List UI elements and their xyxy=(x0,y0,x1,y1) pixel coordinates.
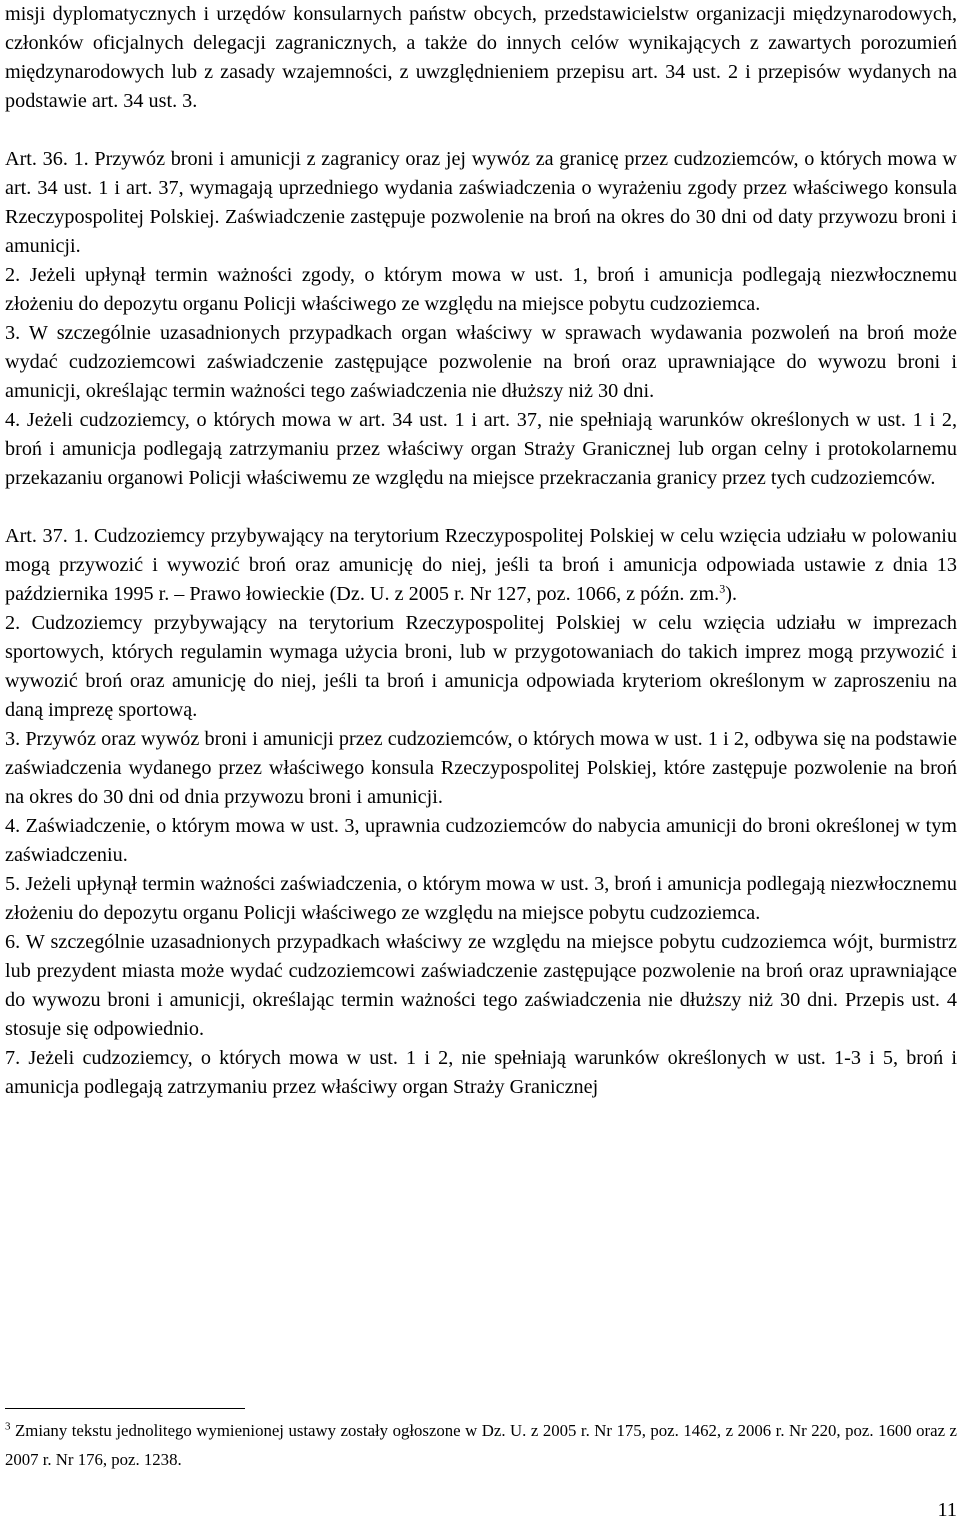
body-text xyxy=(5,0,957,1102)
paragraph-continuation: misji dyplomatycznych i urzędów konsularnych państw obcych, przedstawicielstw organizacji międzynarodowych, członków oficjalnych delegacji zagranicznych, a także do innych celów wynikających z zawartych porozumień międzynarodowych lub z zasady wzajemności, z uwzględnieniem przepisu art. 34 ust. 2 i przepisów wydanych na podstawie art. 34 ust. 3. xyxy=(5,3,957,112)
section-gap xyxy=(5,493,957,522)
paragraph-art36-4: 4. Jeżeli cudzoziemcy, o których mowa w art. 34 ust. 1 i art. 37, nie spełniają warunków określonych w ust. 1 i 2, broń i amunicja podlegają zatrzymaniu przez właściwy organ Straży Granicznej lub organ celny i protokolarnemu przekazaniu organowi Policji właściwemu ze względu na miejsce przekraczania granicy przez tych cudzoziemców. xyxy=(5,409,957,489)
footnote-reference: 3 xyxy=(719,581,726,596)
paragraph-art37-1 xyxy=(5,522,957,609)
paragraph-art36-3: 3. W szczególnie uzasadnionych przypadkach organ właściwy w sprawach wydawania pozwoleń na broń może wydać cudzoziemcowi zaświadczenie zastępujące pozwolenie na broń oraz uprawniające do wywozu broni i amunicji, określając termin ważności tego zaświadczenia nie dłuższy niż 30 dni. xyxy=(5,322,957,402)
footnote-marker: 3 xyxy=(5,1420,11,1433)
paragraph-art37-3: 3. Przywóz oraz wywóz broni i amunicji przez cudzoziemców, o których mowa w ust. 1 i 2, odbywa się na podstawie zaświadczenia wydanego przez właściwego konsula Rzeczypospolitej Polskiej, które zastępuje pozwolenie na broń na okres do 30 dni od dnia przywozu broni i amunicji. xyxy=(5,728,957,808)
paragraph-art37-1-text: Art. 37. 1. Cudzoziemcy przybywający na terytorium Rzeczypospolitej Polskiej w celu wzięcia udziału w polowaniu mogą przywozić i wywozić broń oraz amunicję do niej, jeśli ta broń i amunicja odpowiada ustawie z dnia 13 października 1995 r. – Prawo łowieckie (Dz. U. z 2005 r. Nr 127, poz. 1066, z późn. zm. xyxy=(5,525,957,605)
footnote xyxy=(5,1416,957,1474)
paragraph-art36-2: 2. Jeżeli upłynął termin ważności zgody, o którym mowa w ust. 1, broń i amunicja podlegają niezwłocznemu złożeniu do depozytu organu Policji właściwego ze względu na miejsce pobytu cudzoziemca. xyxy=(5,264,957,315)
paragraph-art37-7: 7. Jeżeli cudzoziemcy, o których mowa w ust. 1 i 2, nie spełniają warunków określonych w ust. 1-3 i 5, broń i amunicja podlegają zatrzymaniu przez właściwy organ Straży Granicznej xyxy=(5,1047,957,1098)
paragraph-art37-5: 5. Jeżeli upłynął termin ważności zaświadczenia, o którym mowa w ust. 3, broń i amunicja podlegają niezwłocznemu złożeniu do depozytu organu Policji właściwego ze względu na miejsce pobytu cudzoziemca. xyxy=(5,873,957,924)
paragraph-art36-1: Art. 36. 1. Przywóz broni i amunicji z zagranicy oraz jej wywóz za granicę przez cudzoziemców, o których mowa w art. 34 ust. 1 i art. 37, wymagają uprzedniego wydania zaświadczenia o wyrażeniu zgody przez właściwego konsula Rzeczypospolitej Polskiej. Zaświadczenie zastępuje pozwolenie na broń na okres do 30 dni od daty przywozu broni i amunicji. xyxy=(5,148,957,257)
section-gap xyxy=(5,116,957,145)
page-number: 11 xyxy=(937,1499,957,1521)
paragraph-art37-6: 6. W szczególnie uzasadnionych przypadkach właściwy ze względu na miejsce pobytu cudzoziemca wójt, burmistrz lub prezydent miasta może wydać cudzoziemcowi zaświadczenie zastępujące pozwolenie na broń oraz uprawniające do wywozu broni i amunicji, określając termin ważności tego zaświadczenia nie dłuższy niż 30 dni. Przepis ust. 4 stosuje się odpowiednio. xyxy=(5,931,957,1040)
footnote-separator xyxy=(5,1408,245,1409)
paragraph-art37-1-tail: ). xyxy=(725,583,738,605)
footnote-text: Zmiany tekstu jednolitego wymienionej ustawy zostały ogłoszone w Dz. U. z 2005 r. Nr 175, poz. 1462, z 2006 r. Nr 220, poz. 1600 oraz z 2007 r. Nr 176, poz. 1238. xyxy=(5,1421,957,1469)
paragraph-art37-2: 2. Cudzoziemcy przybywający na terytorium Rzeczypospolitej Polskiej w celu wzięcia udziału w imprezach sportowych, których regulamin wymaga użycia broni, lub w przygotowaniach do takich imprez mogą przywozić i wywozić broń oraz amunicję do niej, jeśli ta broń i amunicja odpowiada kryteriom określonym w zaproszeniu na daną imprezę sportową. xyxy=(5,612,957,721)
document-page xyxy=(5,0,957,1537)
paragraph-art37-4: 4. Zaświadczenie, o którym mowa w ust. 3, uprawnia cudzoziemców do nabycia amunicji do broni określonej w tym zaświadczeniu. xyxy=(5,815,957,866)
